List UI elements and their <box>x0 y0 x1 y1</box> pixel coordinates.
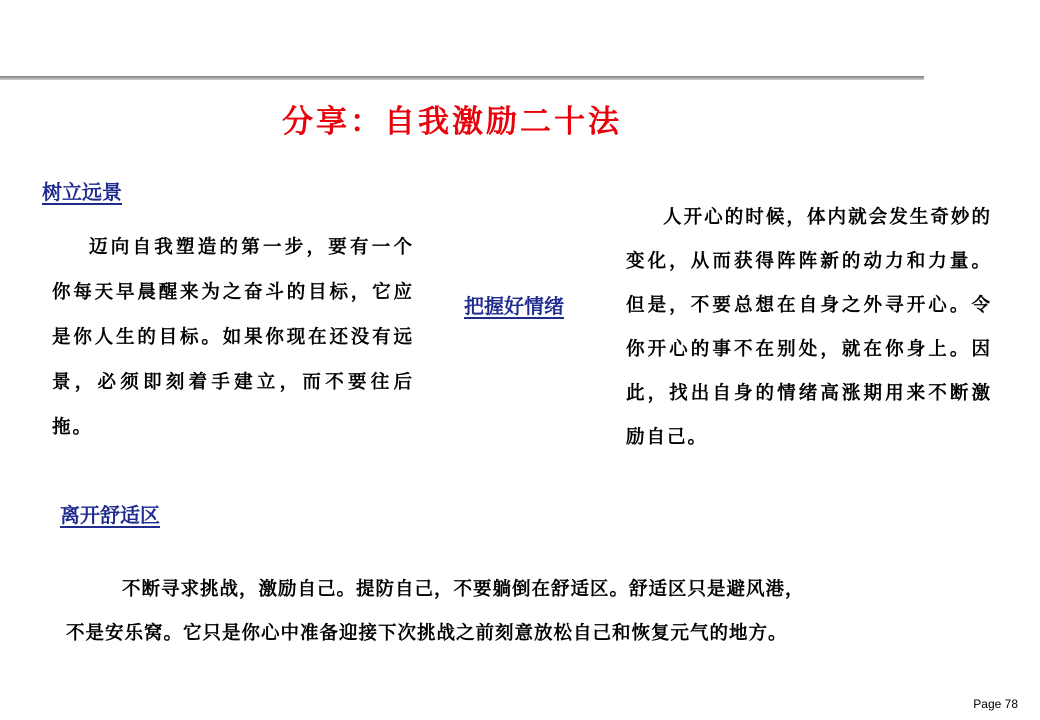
section-body-emotion: 人开心的时候，体内就会发生奇妙的变化，从而获得阵阵新的动力和力量。但是，不要总想在自身之外寻开心。令你开心的事不在别处，就在你身上。因此，找出自身的情绪高涨期用来不断激励自己。 <box>626 207 992 448</box>
section-body-vision: 迈向自我塑造的第一步，要有一个你每天早晨醒来为之奋斗的目标，它应是你人生的目标。如果你现在还没有远景，必须即刻着手建立，而不要往后拖。 <box>52 237 414 438</box>
section-heading-comfort-zone: 离开舒适区 <box>60 503 160 527</box>
section-heading-emotion: 把握好情绪 <box>464 294 564 318</box>
header-rule <box>0 76 924 80</box>
section-heading-vision: 树立远景 <box>42 180 122 204</box>
slide-title: 分享：自我激励二十法 <box>282 104 622 140</box>
comfort-zone-line-1: 不断寻求挑战，激励自己。提防自己，不要躺倒在舒适区。舒适区只是避风港， <box>122 579 805 600</box>
section-body-comfort-zone <box>66 568 956 656</box>
comfort-zone-line-2: 不是安乐窝。它只是你心中准备迎接下次挑战之前刻意放松自己和恢复元气的地方。 <box>66 623 788 644</box>
page-number: Page 78 <box>973 697 1018 711</box>
